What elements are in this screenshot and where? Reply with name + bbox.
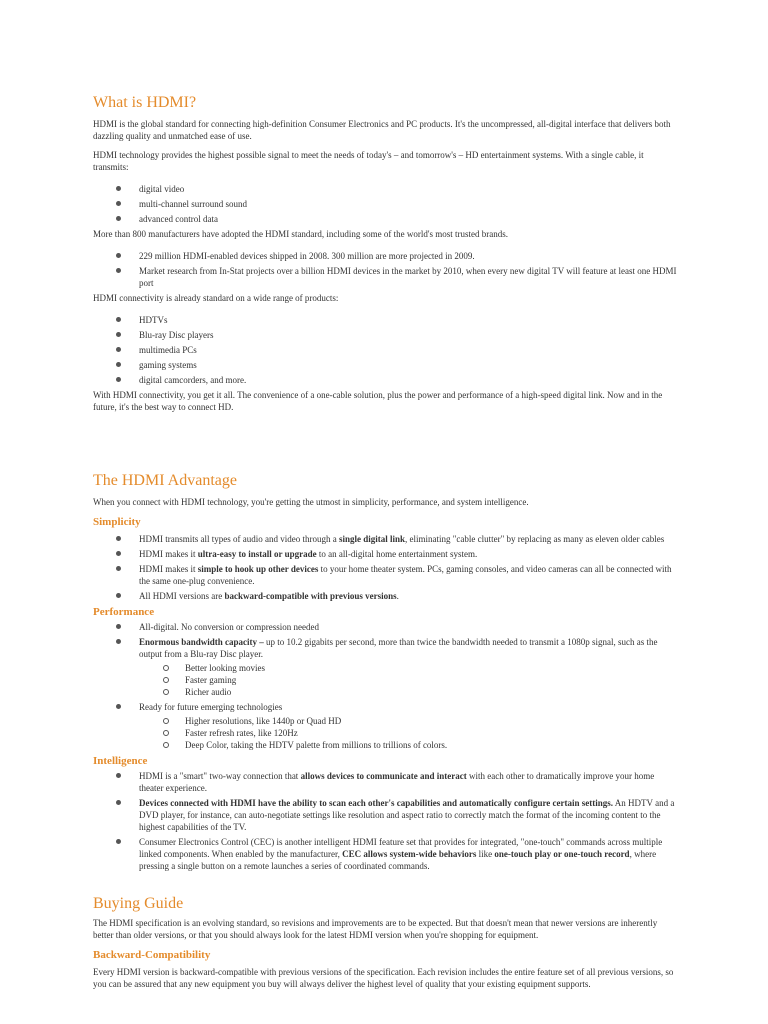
list-item: Enormous bandwidth capacity – up to 10.2 gigabits per second, more than twice the bandwidth needed to transmit a 1080p signal, such as the output from a Blu-ray Disc player. Better looking movies Faster gaming Richer audio — [93, 636, 679, 698]
sub-list-item: Faster refresh rates, like 120Hz — [139, 727, 679, 739]
list-item: Devices connected with HDMI have the ability to scan each other's capabilities and automatically configure certain settings. An HDTV and a DVD player, for instance, can auto-negotiate settings like resolution and aspect ratio to correctly match the format of the incoming content to the highest capabilities of the TV. — [93, 797, 679, 833]
section-heading: The HDMI Advantage — [93, 472, 237, 489]
sub-list-item: Higher resolutions, like 1440p or Quad HD — [139, 715, 679, 727]
list-item: multi-channel surround sound — [93, 198, 679, 210]
sub-list-item: Deep Color, taking the HDTV palette from millions to trillions of colors. — [139, 739, 679, 751]
paragraph: HDMI is the global standard for connecting high-definition Consumer Electronics and PC products. It's the uncompressed, all-digital interface that delivers both dazzling quality and unmatched ease of use. — [93, 119, 671, 141]
paragraph: More than 800 manufacturers have adopted the HDMI standard, including some of the world's most trusted brands. — [93, 229, 509, 239]
paragraph: With HDMI connectivity, you get it all. The convenience of a one-cable solution, plus the power and performance of a high-speed digital link. Now and in the future, it's the best way to connect HD. — [93, 390, 663, 412]
subsection-heading: Performance — [93, 606, 155, 618]
section-buying-guide — [93, 894, 679, 990]
list-item: All HDMI versions are backward-compatible with previous versions. — [93, 590, 679, 602]
section-hdmi-advantage — [93, 471, 679, 875]
section-heading: What is HDMI? — [93, 94, 197, 111]
list-item: Consumer Electronics Control (CEC) is another intelligent HDMI feature set that provides for integrated, "one-touch" commands across multiple linked components. When enabled by the manufacturer, CEC allows system-wide behaviors like one-touch play or one-touch record, where pressing a single button on a remote launches a series of coordinated commands. — [93, 836, 679, 872]
paragraph: HDMI technology provides the highest possible signal to meet the needs of today's – and tomorrow's – HD entertainment systems. With a single cable, it transmits: — [93, 150, 644, 172]
sub-list — [139, 662, 679, 698]
list-item: All-digital. No conversion or compression needed — [93, 621, 679, 633]
sub-list-item: Richer audio — [139, 686, 679, 698]
bullet-list — [93, 533, 679, 602]
list-item: digital video — [93, 183, 679, 195]
list-item: HDMI makes it ultra-easy to install or upgrade to an all-digital home entertainment system. — [93, 548, 679, 560]
bullet-list — [93, 621, 679, 751]
paragraph: When you connect with HDMI technology, you're getting the utmost in simplicity, performance, and system intelligence. — [93, 497, 529, 507]
section-heading: Buying Guide — [93, 895, 184, 912]
list-item: HDTVs — [93, 314, 679, 326]
list-item: 229 million HDMI-enabled devices shipped in 2008. 300 million are more projected in 2009. — [93, 250, 679, 262]
bullet-list — [93, 770, 679, 872]
list-item: HDMI is a "smart" two-way connection that allows devices to communicate and interact with each other to dramatically improve your home theater experience. — [93, 770, 679, 794]
list-item: HDMI makes it simple to hook up other devices to your home theater system. PCs, gaming consoles, and video cameras can all be connected with the same one-plug convenience. — [93, 563, 679, 587]
paragraph: The HDMI specification is an evolving standard, so revisions and improvements are to be expected. But that doesn't mean that newer versions are inherently better than older versions, or that you should always look for the latest HDMI version when you're shopping for equipment. — [93, 918, 658, 940]
bullet-list — [93, 314, 679, 386]
paragraph: Every HDMI version is backward-compatible with previous versions of the specification. Each revision includes the entire feature set of all previous versions, so you can be assured that any new equipment you buy will always deliver the highest level of quality that your existing equipment supports. — [93, 967, 674, 989]
list-item: gaming systems — [93, 359, 679, 371]
list-item: digital camcorders, and more. — [93, 374, 679, 386]
sub-list-item: Better looking movies — [139, 662, 679, 674]
section-what-is-hdmi — [93, 93, 679, 413]
sub-list — [139, 715, 679, 751]
list-item: Blu-ray Disc players — [93, 329, 679, 341]
subsection-heading: Intelligence — [93, 755, 148, 767]
list-item: advanced control data — [93, 213, 679, 225]
subsection-heading: Simplicity — [93, 516, 141, 528]
list-item: multimedia PCs — [93, 344, 679, 356]
bullet-list — [93, 183, 679, 225]
bullet-list — [93, 250, 679, 289]
list-item: Ready for future emerging technologies Higher resolutions, like 1440p or Quad HD Faster refresh rates, like 120Hz Deep Color, taking the HDTV palette from millions to trillions of colors. — [93, 701, 679, 751]
sub-list-item: Faster gaming — [139, 674, 679, 686]
subsection-heading: Backward-Compatibility — [93, 949, 211, 961]
list-item: Market research from In-Stat projects over a billion HDMI devices in the market by 2010, when every new digital TV will feature at least one HDMI port — [93, 265, 679, 289]
list-item: HDMI transmits all types of audio and video through a single digital link, eliminating "cable clutter" by replacing as many as eleven older cables — [93, 533, 679, 545]
paragraph: HDMI connectivity is already standard on a wide range of products: — [93, 293, 339, 303]
